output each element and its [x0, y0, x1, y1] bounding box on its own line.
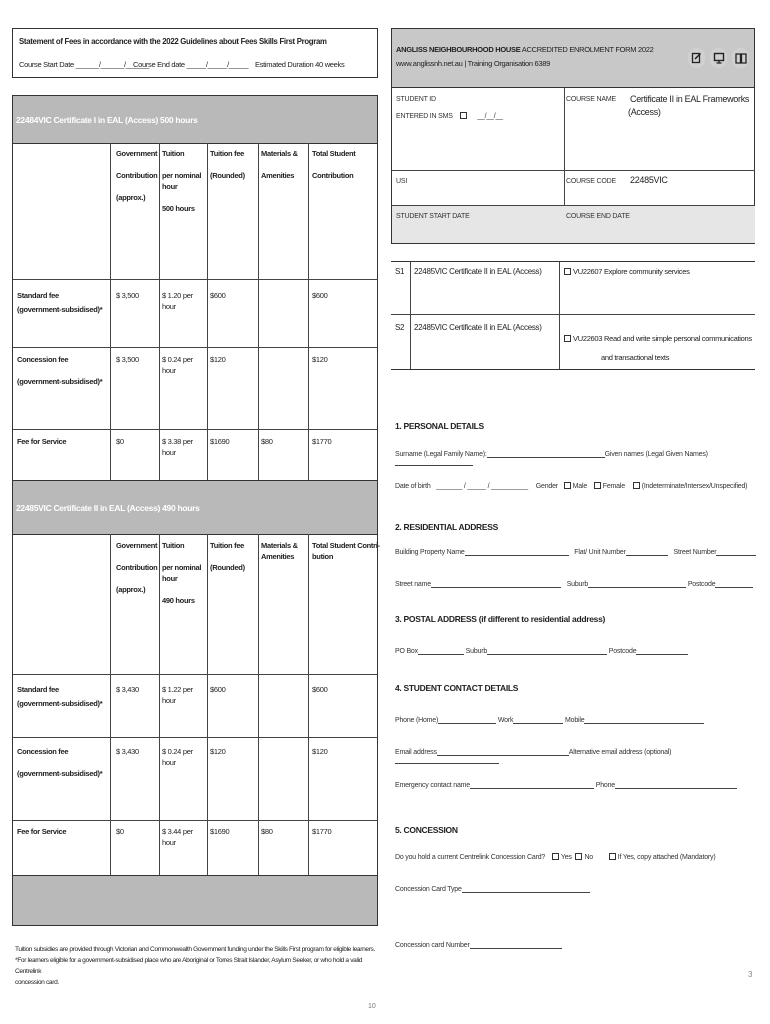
male-checkbox[interactable] [564, 482, 571, 489]
t2-header-total: Total Student Contri- bution [312, 541, 380, 561]
t2-header-materials: Materials & Amenities [261, 541, 298, 561]
given-names-field[interactable] [395, 458, 473, 466]
t2-row-standard-gov: $ 3,430 [116, 685, 139, 694]
t1-row-ffs-materials: $80 [261, 437, 273, 446]
emergency-name-field[interactable] [470, 781, 594, 789]
card-number-row: Concession card Number [395, 941, 562, 949]
card-type-field[interactable] [462, 885, 590, 893]
subject-2-unit: VU22603 Read and write simple personal communications and transactional texts [564, 329, 752, 367]
course-end-date-label: COURSE END DATE [566, 213, 630, 220]
t1-header-gov: Government Contribution (approx.) [116, 149, 158, 202]
subject-1-course: 22485VIC Certificate II in EAL (Access) [414, 267, 542, 276]
concession-yes-checkbox[interactable] [552, 853, 559, 860]
copy-attached-checkbox[interactable] [609, 853, 616, 860]
form-name: ACCREDITED ENROLMENT FORM 2022 [521, 45, 654, 54]
t2-row-ffs-label: Fee for Service [17, 827, 67, 836]
t2-row-concession-fee: $120 [210, 747, 226, 756]
entered-sms-date[interactable]: __/__/__ [477, 113, 503, 120]
fee-statement-title: Statement of Fees in accordance with the 2022 Guidelines about Fees Skills First Program [19, 37, 327, 46]
personal-details-heading: 1. PERSONAL DETAILS [395, 421, 484, 431]
t2-row-concession-total: $120 [312, 747, 328, 756]
emergency-row: Emergency contact name Phone [395, 781, 737, 789]
subject-1-checkbox[interactable] [564, 268, 571, 275]
mobile-field[interactable] [584, 716, 704, 724]
t1-row-ffs-tuition: $ 3.38 per hour [162, 437, 193, 457]
concession-no-checkbox[interactable] [575, 853, 582, 860]
t2-header-tuition: Tuition per nominal hour 490 hours [162, 541, 202, 605]
enrolment-title [396, 45, 654, 54]
course-start-date: Course Start Date ______/______/______ [19, 60, 149, 69]
building-row: Building Property Name Flat/ Unit Number Street Number [395, 548, 756, 556]
table-footer-band [12, 875, 378, 926]
entered-in-sms: ENTERED IN SMS __/__/__ [396, 113, 503, 120]
phone-row: Phone (Home) Work Mobile [395, 716, 704, 724]
street-number-field[interactable] [716, 548, 756, 556]
subject-1-code: S1 [395, 267, 405, 276]
subject-1-unit: VU22607 Explore community services [564, 267, 690, 276]
entered-sms-checkbox[interactable] [460, 112, 467, 119]
flat-field[interactable] [626, 548, 668, 556]
emergency-phone-field[interactable] [615, 781, 737, 789]
t2-row-standard-label: Standard fee (government-subsidised)* [17, 685, 103, 708]
t2-row-standard-total: $600 [312, 685, 328, 694]
t2-row-ffs-materials: $80 [261, 827, 273, 836]
street-row: Street name Suburb Postcode [395, 580, 753, 588]
t1-header-materials: Materials & Amenities [261, 149, 298, 180]
t1-row-ffs-gov: $0 [116, 437, 124, 446]
t1-row-standard-gov: $ 3,500 [116, 291, 139, 300]
dob-field[interactable]: _______ / _____ / __________ [436, 483, 528, 490]
subject-2-checkbox[interactable] [564, 335, 571, 342]
postal-heading: 3. POSTAL ADDRESS (if different to residential address) [395, 614, 606, 624]
course-name-value: Certificate II in EAL Frameworks (Access) [628, 94, 750, 117]
t1-row-standard-fee: $600 [210, 291, 226, 300]
t1-row-concession-fee: $120 [210, 355, 226, 364]
estimated-duration: Estimated Duration 40 weeks [255, 60, 345, 69]
footnote: Tuition subsidies are provided through Victorian and Commonwealth Government funding under the Skills First program for eligible learners. *For learners eligible for a government-subsidised place who are Aboriginal or Torres Strait Islander, Asylum Seeker, or who hold a valid Centrelink concession card. [15, 946, 375, 986]
t1-row-ffs-label: Fee for Service [17, 437, 67, 446]
indeterminate-checkbox[interactable] [633, 482, 640, 489]
card-type-row: Concession Card Type [395, 885, 590, 893]
table2-band: 22485VIC Certificate II in EAL (Access) 490 hours [12, 480, 378, 535]
t1-row-concession-total: $120 [312, 355, 328, 364]
alt-email-field[interactable] [395, 756, 499, 764]
student-start-date-label: STUDENT START DATE [396, 213, 470, 220]
subject-2-code: S2 [395, 323, 405, 332]
left-page-number: 10 [368, 1003, 376, 1010]
phone-home-field[interactable] [438, 716, 496, 724]
postcode-field[interactable] [715, 580, 753, 588]
t2-row-standard-fee: $600 [210, 685, 226, 694]
t2-row-concession-label: Concession fee (government-subsidised)* [17, 747, 103, 778]
t1-row-concession-label: Concession fee (government-subsidised)* [17, 355, 103, 386]
t1-header-tuition: Tuition per nominal hour 500 hours [162, 149, 202, 213]
email-field[interactable] [437, 748, 569, 756]
student-id-label: STUDENT ID [396, 96, 436, 103]
t2-header-fee: Tuition fee (Rounded) [210, 541, 245, 572]
building-field[interactable] [465, 548, 569, 556]
postal-postcode-field[interactable] [636, 647, 688, 655]
usi-label: USI [396, 178, 408, 185]
course-end-date: Course End date _____/_____/_____ [133, 60, 249, 69]
table1-band: 22484VIC Certificate I in EAL (Access) 500 hours [12, 95, 378, 144]
course-code-label: COURSE CODE [566, 178, 616, 185]
subject-2-course: 22485VIC Certificate II in EAL (Access) [414, 323, 542, 332]
t2-row-ffs-tuition: $ 3.44 per hour [162, 827, 193, 847]
t1-row-standard-total: $600 [312, 291, 328, 300]
dob-row: Date of birth _______ / _____ / __________ Gender Male Female (Indeterminate/Intersex/Unspecified) [395, 483, 748, 490]
po-box-field[interactable] [418, 647, 464, 655]
t2-row-ffs-total: $1770 [312, 827, 332, 836]
edit-document-icon [688, 48, 705, 68]
t1-header-total: Total Student Contribution [312, 149, 356, 180]
right-page-number: 3 [748, 970, 753, 979]
surname-row: Surname (Legal Family Name): Given names (Legal Given Names) [395, 450, 770, 466]
t2-row-ffs-gov: $0 [116, 827, 124, 836]
contact-heading: 4. STUDENT CONTACT DETAILS [395, 683, 519, 693]
t1-row-concession-tuition: $ 0.24 per hour [162, 355, 193, 375]
residential-heading: 2. RESIDENTIAL ADDRESS [395, 522, 498, 532]
concession-heading: 5. CONCESSION [395, 825, 458, 835]
female-checkbox[interactable] [594, 482, 601, 489]
t1-row-standard-tuition: $ 1.20 per hour [162, 291, 193, 311]
card-number-field[interactable] [470, 941, 562, 949]
t1-row-ffs-fee: $1690 [210, 437, 230, 446]
street-name-field[interactable] [431, 580, 561, 588]
book-icon [732, 48, 749, 68]
t2-row-ffs-fee: $1690 [210, 827, 230, 836]
course-name-label: COURSE NAME [566, 96, 616, 103]
t1-header-fee: Tuition fee (Rounded) [210, 149, 245, 180]
t2-row-concession-tuition: $ 0.24 per hour [162, 747, 193, 767]
t2-row-concession-gov: $ 3,430 [116, 747, 139, 756]
enrolment-subtitle: www.anglissnh.net.au | Training Organisation 6389 [396, 59, 551, 68]
po-box-row: PO Box Suburb Postcode [395, 647, 688, 655]
fee-statement-header [12, 28, 378, 78]
surname-field[interactable] [487, 450, 605, 458]
email-row: Email address Alternative email address (optional) [395, 748, 770, 764]
t2-row-standard-tuition: $ 1.22 per hour [162, 685, 193, 705]
org-name: ANGLISS NEIGHBOURHOOD HOUSE [396, 45, 521, 54]
enrolment-header [391, 28, 755, 88]
t2-header-gov: Government Contribution (approx.) [116, 541, 158, 594]
t1-row-standard-label: Standard fee (government-subsidised)* [17, 291, 103, 314]
work-phone-field[interactable] [513, 716, 563, 724]
t1-row-ffs-total: $1770 [312, 437, 332, 446]
monitor-icon [710, 48, 727, 68]
postal-suburb-field[interactable] [487, 647, 607, 655]
suburb-field[interactable] [588, 580, 686, 588]
concession-question-row: Do you hold a current Centrelink Concession Card? Yes No If Yes, copy attached (Mandatory) [395, 854, 716, 861]
t1-row-concession-gov: $ 3,500 [116, 355, 139, 364]
course-code-value: 22485VIC [630, 175, 668, 185]
